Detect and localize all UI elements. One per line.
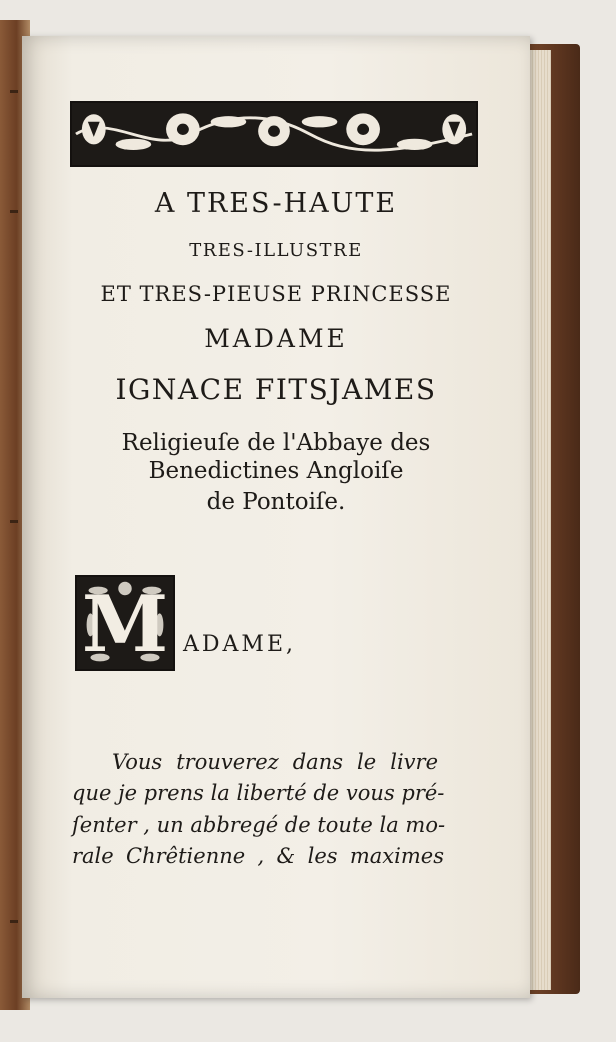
dedication-title-line-4: MADAME <box>204 324 348 353</box>
stitch-mark <box>10 920 18 923</box>
dedication-title-line-3: ET TRES-PIEUSE PRINCESSE <box>100 282 452 306</box>
dedicatee-name: IGNACE FITSJAMES <box>115 373 437 406</box>
body-text-line-1: Vous trouverez dans le livre <box>112 750 438 774</box>
body-text-line-2: que je prens la liberté de vous pré- <box>72 781 445 805</box>
stitch-mark <box>10 210 18 213</box>
floral-band-icon <box>70 101 478 167</box>
drop-cap-letter: M <box>81 579 169 670</box>
body-text-line-3: ſenter , un abbregé de toute la mo- <box>72 813 446 837</box>
dedication-title-line-1: A TRES-HAUTE <box>154 188 398 219</box>
salutation-text: ADAME, <box>183 632 296 657</box>
dedicatee-description-line-2: Benedictines Angloiſe <box>148 458 404 484</box>
stitch-mark <box>10 520 18 523</box>
floral-initial-frame-icon <box>75 575 175 671</box>
body-text-line-4: rale Chrêtienne , & les maximes <box>72 844 444 868</box>
dedicatee-description-line-3: de Pontoiſe. <box>206 489 346 515</box>
dedication-title-line-2: TRES-ILLUSTRE <box>189 240 363 261</box>
stitch-mark <box>10 90 18 93</box>
dedicatee-description-line-1: Religieuſe de l'Abbaye des <box>121 430 431 456</box>
